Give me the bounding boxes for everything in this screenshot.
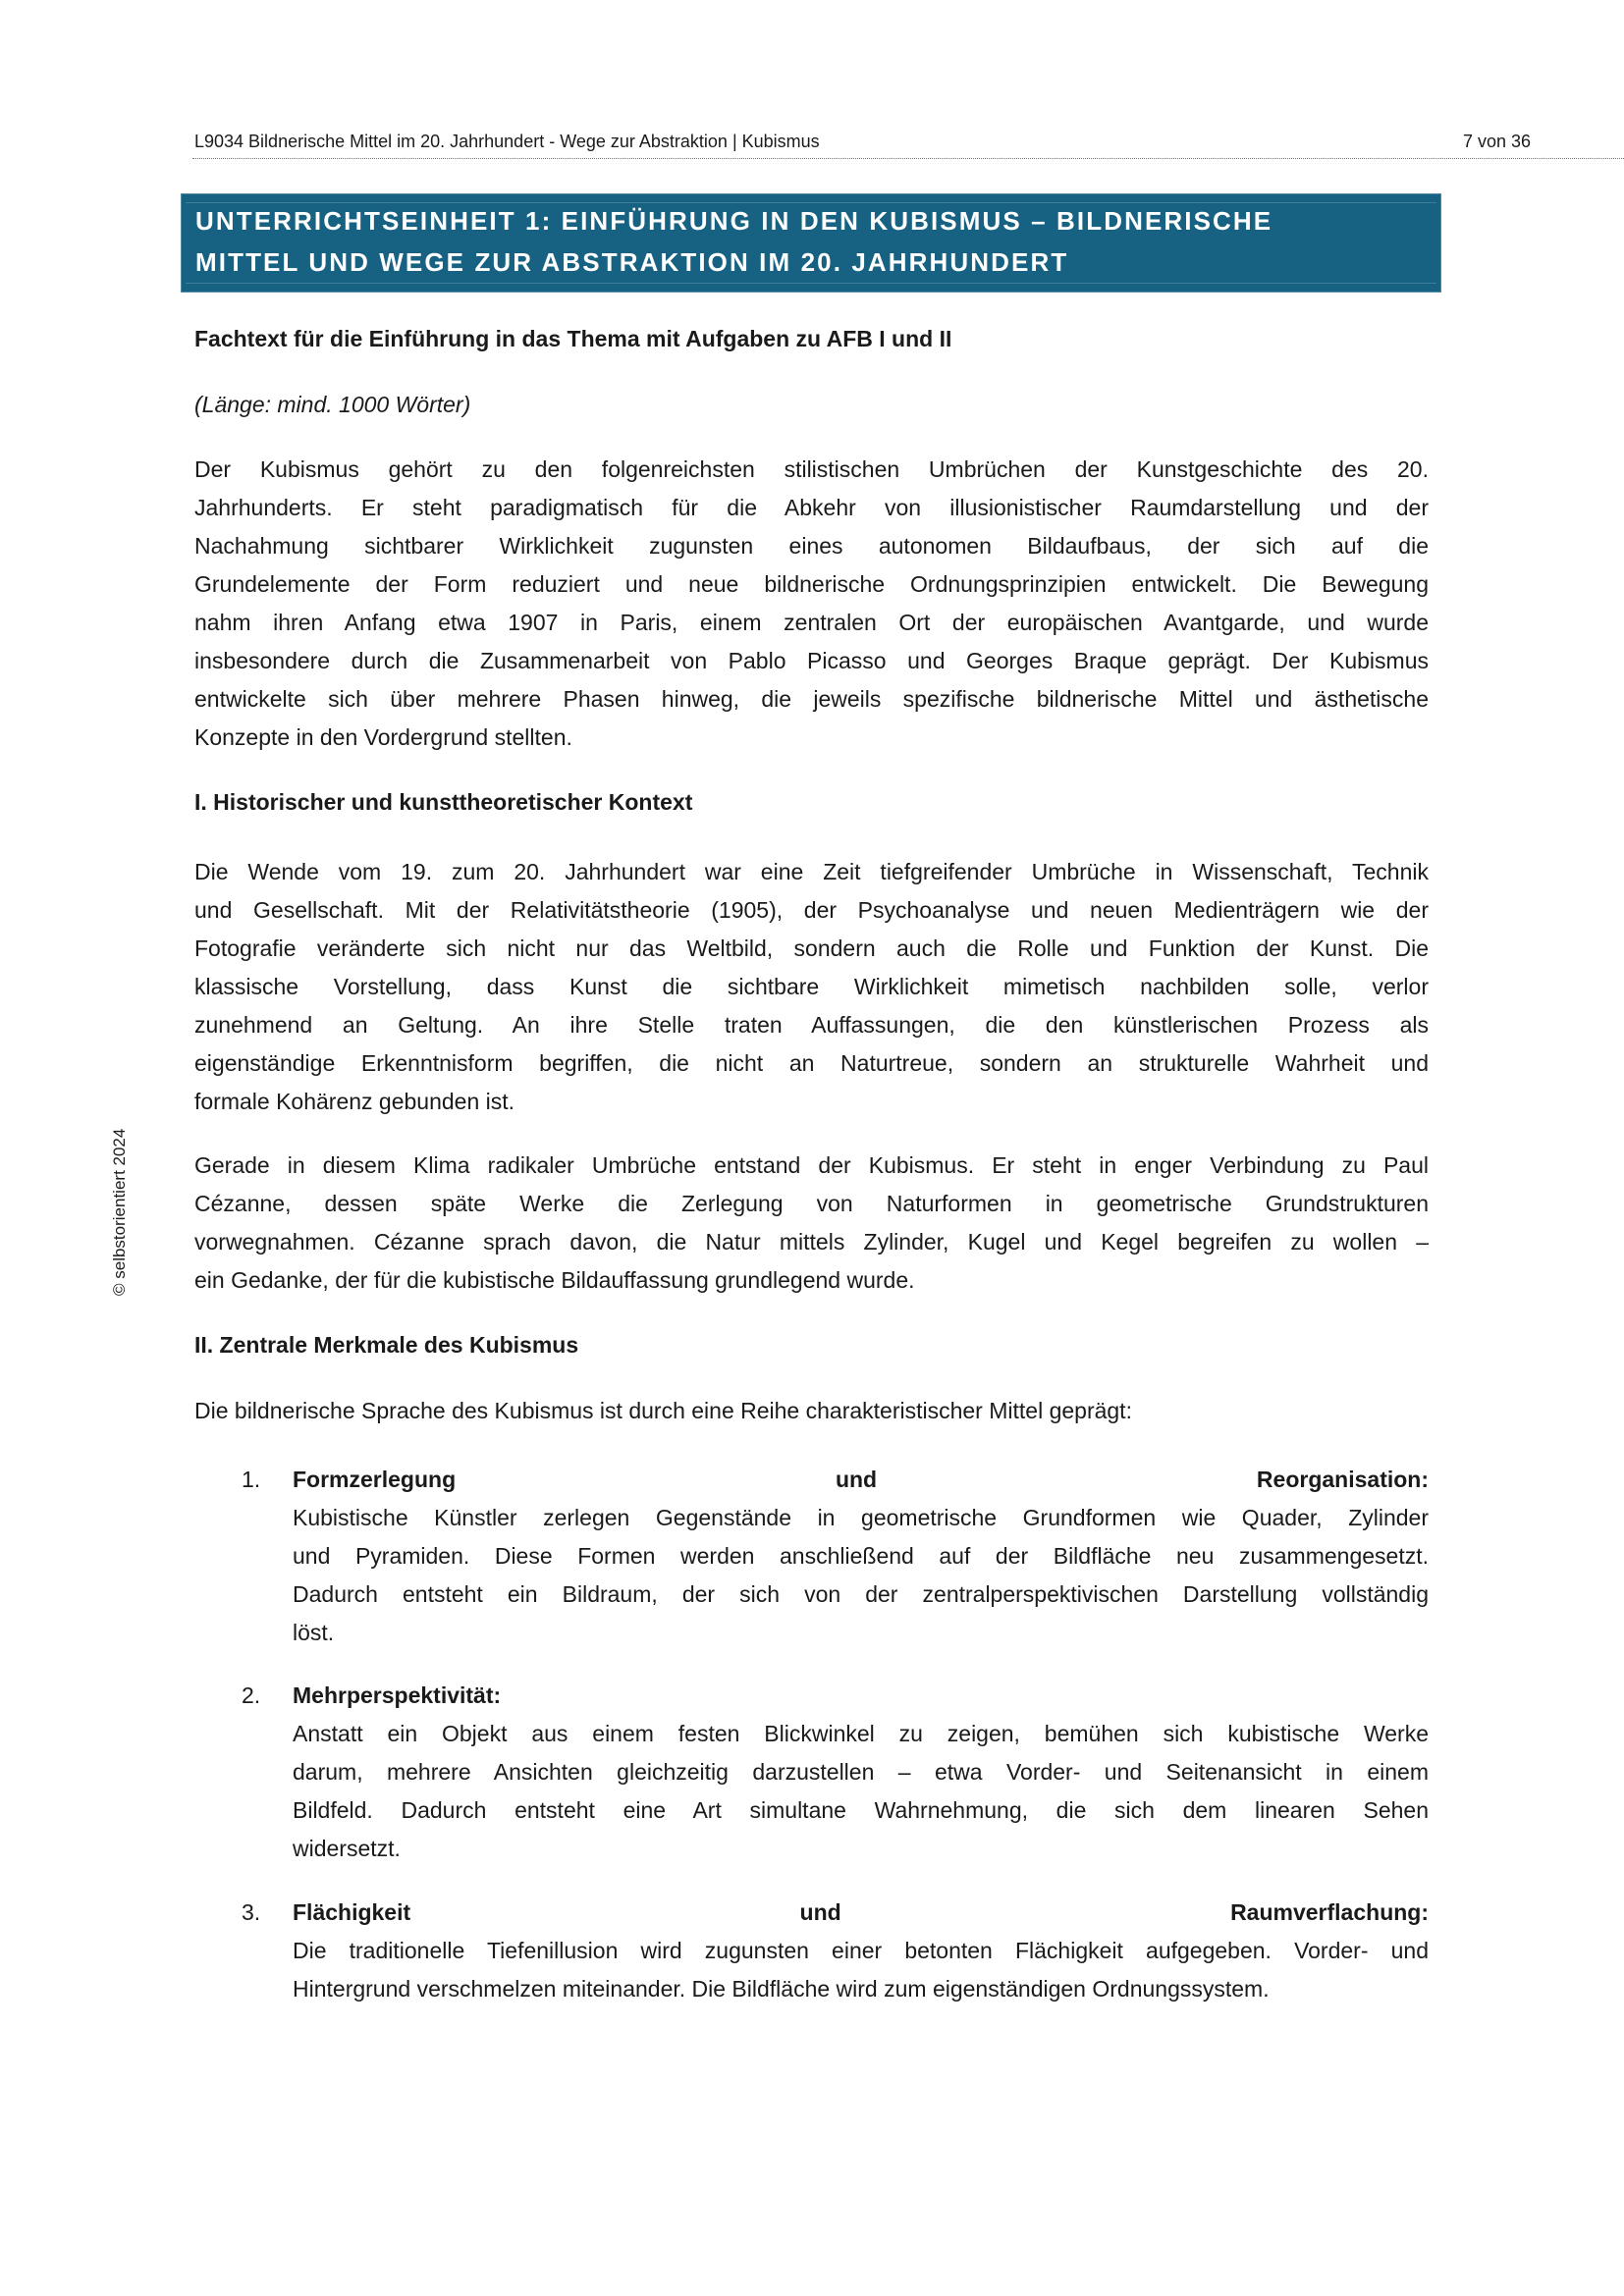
paragraph-line: Die Wende vom 19. zum 20. Jahrhundert war eine Zeit tiefgreifender Umbrüche in Wissenschaft, Technik [194,859,1429,884]
list-item-title: Formzerlegung und Reorganisation: [293,1467,1429,1492]
paragraph-line: klassische Vorstellung, dass Kunst die sichtbare Wirklichkeit mimetisch nachbilden solle, verlor [194,974,1429,999]
list-item-line: Dadurch entsteht ein Bildraum, der sich von der zentralperspektivischen Darstellung vollständig [293,1581,1429,1607]
paragraph-line: Nachahmung sichtbarer Wirklichkeit zugunsten eines autonomen Bildaufbaus, der sich auf die [194,533,1429,559]
paragraph-line: vorwegnahmen. Cézanne sprach davon, die Natur mittels Zylinder, Kugel und Kegel begreifen zu wollen – [194,1229,1429,1255]
paragraph-line: Konzepte in den Vordergrund stellten. [194,724,572,750]
list-item-line: Kubistische Künstler zerlegen Gegenstände in geometrische Grundformen wie Quader, Zylinder [293,1505,1429,1530]
unit-title-box [181,193,1441,293]
paragraph-line: Cézanne, dessen späte Werke die Zerlegung von Naturformen in geometrische Grundstrukturen [194,1191,1429,1216]
paragraph-line: Der Kubismus gehört zu den folgenreichsten stilistischen Umbrüchen der Kunstgeschichte des 20. [194,456,1429,482]
paragraph-line: nahm ihren Anfang etwa 1907 in Paris, einem zentralen Ort der europäischen Avantgarde, und wurde [194,610,1429,635]
list-item-line: darum, mehrere Ansichten gleichzeitig darzustellen – etwa Vorder- und Seitenansicht in einem [293,1759,1429,1785]
list-item-line: löst. [293,1620,335,1645]
list-item-line: und Pyramiden. Diese Formen werden anschließend auf der Bildfläche neu zusammengesetzt. [293,1543,1429,1569]
section-heading-1: I. Historischer und kunsttheoretischer Kontext [194,789,693,815]
paragraph-line: Gerade in diesem Klima radikaler Umbrüche entstand der Kubismus. Er steht in enger Verbindung zu Paul [194,1152,1429,1178]
section2-intro: Die bildnerische Sprache des Kubismus ist durch eine Reihe charakteristischer Mittel geprägt: [194,1398,1132,1423]
paragraph-line: ein Gedanke, der für die kubistische Bildauffassung grundlegend wurde. [194,1267,915,1293]
paragraph-line: Jahrhunderts. Er steht paradigmatisch für die Abkehr von illusionistischer Raumdarstellung und der [194,495,1429,520]
running-header: L9034 Bildnerische Mittel im 20. Jahrhundert - Wege zur Abstraktion | Kubismus [194,132,820,151]
subtitle: Fachtext für die Einführung in das Thema mit Aufgaben zu AFB I und II [194,326,952,351]
paragraph-line: und Gesellschaft. Mit der Relativitätstheorie (1905), der Psychoanalyse und neuen Medienträgern wie der [194,897,1429,923]
paragraph-line: Fotografie veränderte sich nicht nur das Weltbild, sondern auch die Rolle und Funktion der Kunst. Die [194,935,1429,961]
list-item-line: Bildfeld. Dadurch entsteht eine Art simultane Wahrnehmung, die sich dem linearen Sehen [293,1797,1429,1823]
paragraph-line: formale Kohärenz gebunden ist. [194,1089,515,1114]
section-heading-2: II. Zentrale Merkmale des Kubismus [194,1332,579,1358]
header-divider [192,158,1624,159]
list-number: 3. [242,1899,261,1925]
paragraph-line: Grundelemente der Form reduziert und neue bildnerische Ordnungsprinzipien entwickelt. Die Bewegung [194,571,1429,597]
list-item-line: widersetzt. [293,1836,401,1861]
paragraph-line: entwickelte sich über mehrere Phasen hinweg, die jeweils spezifische bildnerische Mittel und ästhetische [194,686,1429,712]
list-number: 2. [242,1682,261,1708]
paragraph-line: zunehmend an Geltung. An ihre Stelle traten Auffassungen, die den künstlerischen Prozess als [194,1012,1429,1038]
list-item-line: Anstatt ein Objekt aus einem festen Blickwinkel zu zeigen, bemühen sich kubistische Werke [293,1721,1429,1746]
length-note: (Länge: mind. 1000 Wörter) [194,392,471,417]
list-item-title: Flächigkeit und Raumverflachung: [293,1899,1429,1925]
list-item-line: Hintergrund verschmelzen miteinander. Die Bildfläche wird zum eigenständigen Ordnungssystem. [293,1976,1270,2002]
list-item-title: Mehrperspektivität: [293,1682,502,1708]
list-item-line: Die traditionelle Tiefenillusion wird zugunsten einer betonten Flächigkeit aufgegeben. Vorder- und [293,1938,1429,1963]
paragraph-line: insbesondere durch die Zusammenarbeit von Pablo Picasso und Georges Braque geprägt. Der Kubismus [194,648,1429,673]
list-number: 1. [242,1467,261,1492]
unit-title-line-2: MITTEL UND WEGE ZUR ABSTRAKTION IM 20. JAHRHUNDERT [195,247,1069,277]
page-number: 7 von 36 [1463,132,1532,151]
paragraph-line: eigenständige Erkenntnisform begriffen, die nicht an Naturtreue, sondern an strukturelle Wahrheit und [194,1050,1429,1076]
unit-title-line-1: UNTERRICHTSEINHEIT 1: EINFÜHRUNG IN DEN KUBISMUS – BILDNERISCHE [195,206,1273,236]
copyright-note: © selbstorientiert 2024 [110,1128,129,1296]
